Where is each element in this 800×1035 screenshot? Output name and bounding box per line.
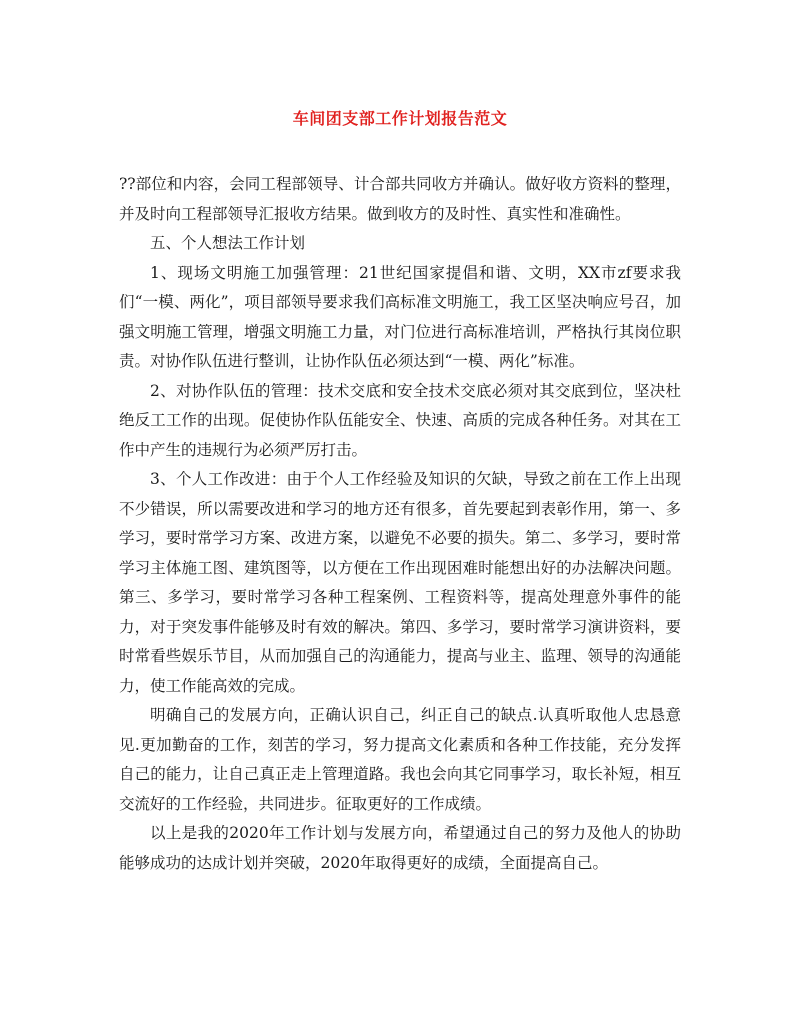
paragraph: 3、个人工作改进：由于个人工作经验及知识的欠缺，导致之前在工作上出现不少错误，所以需要改进和学习的地方还有很多，首先要起到表彰作用，第一、多学习，要时常学习方案、改进方案，以避免不必要的损失。第二、多学习，要时常学习主体施工图、建筑图等，以方便在工作出现困难时能想出好的办法解决问题。第三、多学习，要时常学习各种工程案例、工程资料等，提高处理意外事件的能力，对于突发事件能够及时有效的解决。第四、多学习，要时常学习演讲资料，要时常看些娱乐节目，从而加强自己的沟通能力，提高与业主、监理、领导的沟通能力，使工作能高效的完成。 — [119, 470, 681, 695]
paragraph: ??部位和内容，会同工程部领导、计合部共同收方并确认。做好收方资料的整理，并及时向工程部领导汇报收方结果。做到收方的及时性、真实性和准确性。 — [119, 175, 681, 223]
paragraph: 2、对协作队伍的管理：技术交底和安全技术交底必须对其交底到位，坚决杜绝反工工作的出现。促使协作队伍能安全、快速、高质的完成各种任务。对其在工作中产生的违规行为必须严厉打击。 — [119, 381, 681, 459]
document-body — [119, 170, 681, 878]
section-heading: 五、个人想法工作计划 — [150, 234, 306, 252]
paragraph: 1、现场文明施工加强管理：21世纪国家提倡和谐、文明，XX市zf要求我们“一模、两化”，项目部领导要求我们高标准文明施工，我工区坚决响应号召，加强文明施工管理，增强文明施工力量，对门位进行高标准培训，严格执行其岗位职责。对协作队伍进行整训，让协作队伍必须达到“一模、两化”标准。 — [119, 263, 681, 370]
paragraph: 明确自己的发展方向，正确认识自己，纠正自己的缺点.认真听取他人忠恳意见.更加勤奋的工作，刻苦的学习，努力提高文化素质和各种工作技能，充分发挥自己的能力，让自己真正走上管理道路。我也会向其它同事学习，取长补短，相互交流好的工作经验，共同进步。征取更好的工作成绩。 — [119, 706, 681, 813]
document-title: 车间团支部工作计划报告范文 — [292, 109, 508, 128]
paragraph: 以上是我的2020年工作计划与发展方向，希望通过自己的努力及他人的协助能够成功的达成计划并突破，2020年取得更好的成绩，全面提高自己。 — [119, 824, 681, 872]
